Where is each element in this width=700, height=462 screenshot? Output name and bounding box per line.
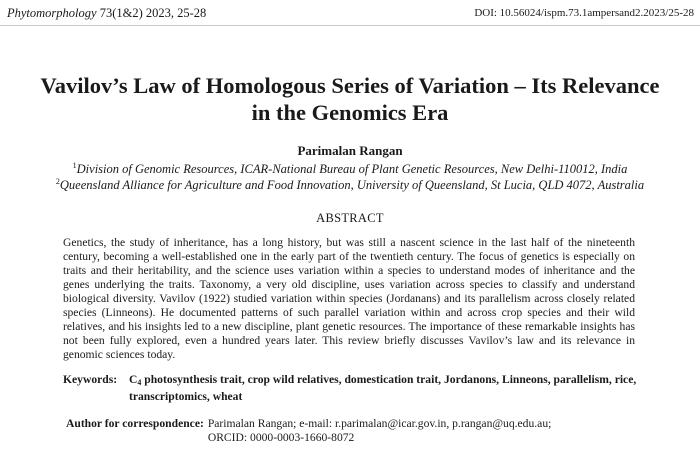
keyword-c4-main: C [129, 373, 138, 386]
journal-name: Phytomorphology [7, 6, 97, 20]
header-divider [0, 25, 700, 26]
correspondence-details [208, 417, 646, 445]
journal-citation: 73(1&2) 2023, 25-28 [96, 6, 207, 20]
title-line-1: Vavilov’s Law of Homologous Series of Variation – Its Relevance [40, 73, 660, 98]
abstract-heading: ABSTRACT [316, 211, 384, 225]
correspondence-section [66, 417, 646, 445]
keyword-c4-subscript: 4 [137, 378, 142, 387]
abstract-body: Genetics, the study of inheritance, has a long history, but was still a nascent science in the last half of the nineteenth century, becoming a well-established one in the early part of the twentieth century. The focus of genetics is especially on traits and their heritability, and the science uses variation within a species to understand modes of inheritance and the genes underlying the traits. Taxonomy, a very old discipline, uses variation across species to classify and understand biological diversity. Vavilov (1922) studied variation within species (Jordanans) and its parallelism across closely related species (Linneons). He documented patterns of such parallel variation within and across crop species and their wild relatives, and his insights led to a new discipline, plant genetic resources. The importance of these remarkable insights has not been fully explored, even a hundred years later. This review briefly discusses Vavilov’s law and its relevance in genomic sciences today. [63, 236, 635, 361]
affiliation-1-marker: 1 [72, 161, 77, 170]
affiliation-2 [0, 174, 700, 193]
correspondence-orcid: ORCID: 0000-0003-1660-8072 [207, 431, 355, 444]
affiliation-2-marker: 2 [55, 177, 60, 186]
author-name: Parimalan Rangan [297, 143, 403, 158]
keywords-rest: photosynthesis trait, crop wild relatives, domestication trait, Jordanons, Linneons, parallelism, rice, transcriptomics, wheat [129, 373, 637, 403]
affiliation-2-text: Queensland Alliance for Agriculture and Food Innovation, University of Queensland, St Lucia, QLD 4072, Australia [59, 178, 645, 192]
keywords-label: Keywords: [63, 373, 118, 386]
article-title [0, 72, 700, 126]
doi-text: DOI: 10.56024/ispm.73.1ampersand2.2023/25-28 [474, 7, 694, 19]
correspondence-label: Author for correspondence: [66, 417, 204, 430]
keywords-list [129, 373, 643, 404]
correspondence-contact: Parimalan Rangan; e-mail: r.parimalan@icar.gov.in, p.rangan@uq.edu.au; [207, 417, 552, 430]
keywords-section [63, 373, 643, 404]
journal-header [7, 6, 206, 20]
title-line-2: in the Genomics Era [251, 100, 449, 125]
affiliation-1-text: Division of Genomic Resources, ICAR-National Bureau of Plant Genetic Resources, New Delhi-110012, India [76, 162, 628, 176]
